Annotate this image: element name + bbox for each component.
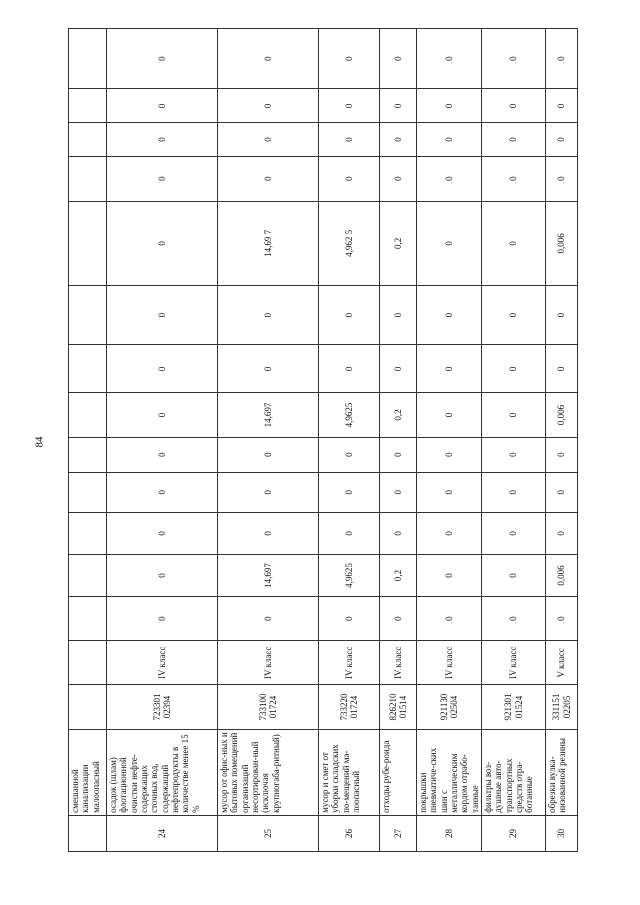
value-cell: 0: [482, 345, 546, 393]
value-cell: 0: [218, 156, 319, 201]
value-cell: 0: [319, 286, 380, 345]
value-cell: 0: [218, 437, 319, 472]
waste-name-cell: мусор и смет от уборки складских по-мещений ма-лоопасный: [319, 729, 380, 815]
value-cell: 0: [107, 201, 218, 285]
waste-code-cell: 723301 02394: [107, 685, 218, 729]
value-cell: 0: [319, 512, 380, 554]
row-number-cell: [69, 815, 107, 851]
value-cell: 0: [380, 123, 417, 156]
waste-code-cell: 331151 02205: [546, 685, 578, 729]
waste-name-cell: отходы рубе-роида: [380, 729, 417, 815]
value-cell: 0: [107, 29, 218, 89]
value-cell: 0: [380, 472, 417, 512]
table-row: [319, 29, 380, 852]
value-cell: 0: [107, 597, 218, 641]
value-cell: 0: [319, 29, 380, 89]
value-cell: 0: [380, 156, 417, 201]
value-cell: 4,9625: [319, 554, 380, 596]
value-cell: 0: [482, 201, 546, 285]
value-cell: 0: [417, 89, 482, 123]
waste-code-cell: 826210 01514: [380, 685, 417, 729]
value-cell: 0,2: [380, 554, 417, 596]
value-cell: 0: [482, 512, 546, 554]
waste-code-cell: 733100 01724: [218, 685, 319, 729]
value-cell: 0: [417, 345, 482, 393]
value-cell: 0: [380, 286, 417, 345]
value-cell: 0: [546, 29, 578, 89]
value-cell: 0: [482, 554, 546, 596]
hazard-class-cell: V класс: [546, 641, 578, 685]
value-cell: 0,2: [380, 393, 417, 437]
value-cell: 0: [417, 123, 482, 156]
value-cell: 0: [319, 472, 380, 512]
value-cell: 0: [546, 597, 578, 641]
row-number-cell: 30: [546, 815, 578, 851]
value-cell: 0: [417, 472, 482, 512]
value-cell: 0: [546, 156, 578, 201]
waste-name-cell: обрезки вулка-низованной резины: [546, 729, 578, 815]
waste-code-cell: 921130 02504: [417, 685, 482, 729]
waste-name-cell: осадок (шлам) флотационной очистки нефте-содержащих сточных вод, содержащий нефтепродукты в количестве менее 15 %: [107, 729, 218, 815]
value-cell: 0: [319, 123, 380, 156]
waste-name-cell: смешанной канализации малоопасный: [69, 729, 107, 815]
value-cell: 14,697: [218, 554, 319, 596]
value-cell: 0: [107, 554, 218, 596]
value-cell: 4,962 5: [319, 201, 380, 285]
value-cell: 0: [482, 156, 546, 201]
value-cell: [69, 345, 107, 393]
value-cell: 0: [546, 89, 578, 123]
value-cell: 0: [546, 286, 578, 345]
value-cell: 0: [107, 512, 218, 554]
value-cell: 0: [380, 89, 417, 123]
value-cell: 0: [417, 201, 482, 285]
value-cell: 0: [107, 393, 218, 437]
table-row: [107, 29, 218, 852]
waste-code-cell: 733220 01724: [319, 685, 380, 729]
value-cell: [69, 156, 107, 201]
row-number-cell: 26: [319, 815, 380, 851]
value-cell: 14,697: [218, 393, 319, 437]
value-cell: 0: [546, 472, 578, 512]
table-row: [482, 29, 546, 852]
row-number-cell: 28: [417, 815, 482, 851]
value-cell: 0: [482, 437, 546, 472]
value-cell: 0: [482, 123, 546, 156]
value-cell: 0: [546, 512, 578, 554]
value-cell: 0: [417, 393, 482, 437]
table-row: [546, 29, 578, 852]
value-cell: 0: [417, 512, 482, 554]
page-number: 84: [33, 436, 46, 448]
row-number-cell: 24: [107, 815, 218, 851]
value-cell: 0: [319, 345, 380, 393]
table-row: [218, 29, 319, 852]
value-cell: 0: [218, 597, 319, 641]
value-cell: 0,006: [546, 201, 578, 285]
value-cell: 0: [482, 393, 546, 437]
value-cell: [69, 437, 107, 472]
hazard-class-cell: IV класс: [319, 641, 380, 685]
value-cell: 0: [319, 437, 380, 472]
value-cell: 0: [417, 554, 482, 596]
value-cell: 0: [482, 286, 546, 345]
value-cell: 0: [417, 597, 482, 641]
value-cell: [69, 512, 107, 554]
value-cell: 0: [417, 286, 482, 345]
waste-table: [68, 28, 578, 852]
value-cell: [69, 123, 107, 156]
waste-name-cell: мусор от офис-ных и бытовых помещений организаций несортирован-ный (исключая крупногаба-ритный): [218, 729, 319, 815]
value-cell: [69, 89, 107, 123]
value-cell: 0: [107, 286, 218, 345]
hazard-class-cell: [69, 641, 107, 685]
hazard-class-cell: IV класс: [380, 641, 417, 685]
value-cell: 0: [546, 123, 578, 156]
hazard-class-cell: IV класс: [107, 641, 218, 685]
value-cell: 0: [417, 156, 482, 201]
value-cell: 0: [482, 29, 546, 89]
value-cell: 0: [380, 512, 417, 554]
value-cell: 0: [380, 345, 417, 393]
value-cell: 0: [107, 156, 218, 201]
value-cell: 0: [218, 512, 319, 554]
table-row: [380, 29, 417, 852]
waste-name-cell: фильтры воз-душные авто-транспортных средств отра-ботанные: [482, 729, 546, 815]
hazard-class-cell: IV класс: [417, 641, 482, 685]
value-cell: 0: [482, 472, 546, 512]
value-cell: 0: [417, 437, 482, 472]
value-cell: 0,006: [546, 554, 578, 596]
value-cell: 0: [218, 286, 319, 345]
value-cell: 0: [319, 156, 380, 201]
waste-code-cell: [69, 685, 107, 729]
row-number-cell: 27: [380, 815, 417, 851]
waste-code-cell: 921301 01524: [482, 685, 546, 729]
value-cell: 0: [546, 345, 578, 393]
value-cell: 0: [319, 89, 380, 123]
value-cell: 0: [218, 472, 319, 512]
value-cell: 0,2: [380, 201, 417, 285]
value-cell: 0: [107, 123, 218, 156]
value-cell: 14,69 7: [218, 201, 319, 285]
value-cell: [69, 393, 107, 437]
value-cell: 0: [546, 437, 578, 472]
value-cell: 0: [319, 597, 380, 641]
value-cell: 0: [218, 123, 319, 156]
row-number-cell: 29: [482, 815, 546, 851]
value-cell: 0,006: [546, 393, 578, 437]
value-cell: 0: [380, 29, 417, 89]
value-cell: [69, 472, 107, 512]
value-cell: 0: [107, 472, 218, 512]
value-cell: 0: [482, 89, 546, 123]
hazard-class-cell: IV класс: [482, 641, 546, 685]
row-number-cell: 25: [218, 815, 319, 851]
value-cell: 0: [218, 345, 319, 393]
value-cell: 0: [380, 597, 417, 641]
table-row: [69, 29, 107, 852]
rotated-table-wrapper: [68, 28, 573, 852]
value-cell: 0: [417, 29, 482, 89]
value-cell: [69, 597, 107, 641]
waste-name-cell: покрышки пневматиче-ских шин с металлическим кордом отрабо-танные: [417, 729, 482, 815]
table-row: [417, 29, 482, 852]
value-cell: [69, 554, 107, 596]
value-cell: [69, 29, 107, 89]
value-cell: 0: [218, 89, 319, 123]
value-cell: 0: [107, 437, 218, 472]
value-cell: 0: [107, 345, 218, 393]
hazard-class-cell: IV класс: [218, 641, 319, 685]
value-cell: [69, 286, 107, 345]
value-cell: 0: [380, 437, 417, 472]
value-cell: 0: [107, 89, 218, 123]
value-cell: [69, 201, 107, 285]
value-cell: 0: [218, 29, 319, 89]
value-cell: 4,9625: [319, 393, 380, 437]
value-cell: 0: [482, 597, 546, 641]
